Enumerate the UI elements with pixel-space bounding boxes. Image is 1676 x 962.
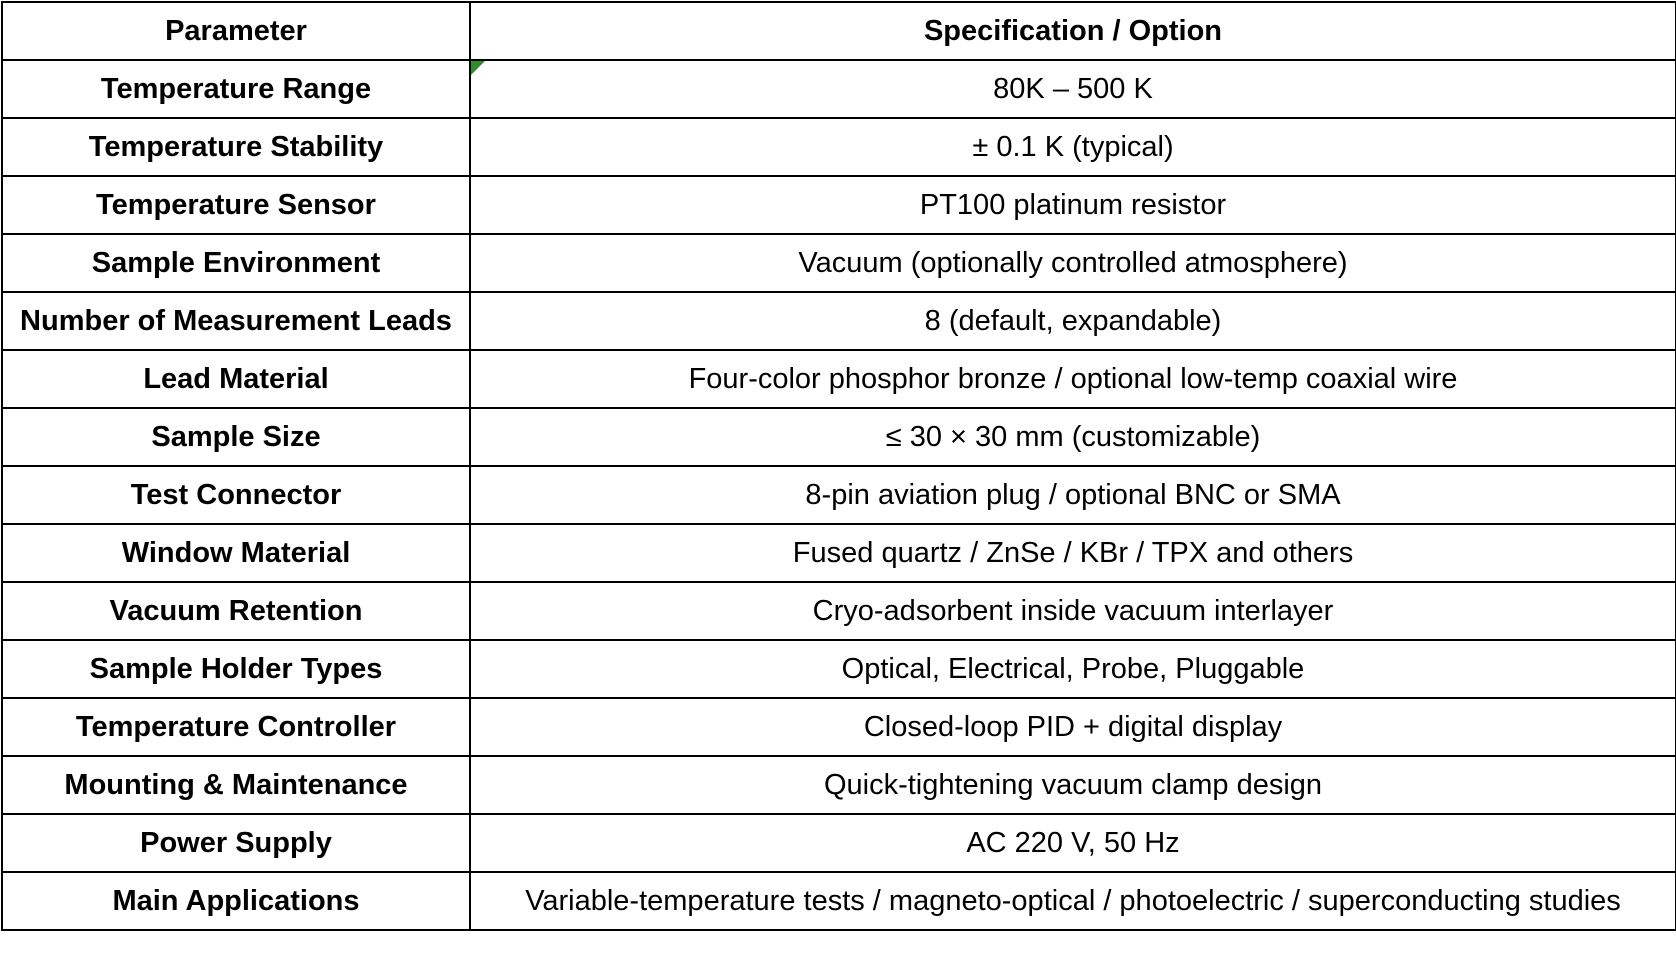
header-specification: Specification / Option	[470, 2, 1676, 60]
value-cell: Variable-temperature tests / magneto-optical / photoelectric / superconducting studies	[470, 872, 1676, 930]
parameter-cell: Temperature Range	[2, 60, 470, 118]
value-cell: AC 220 V, 50 Hz	[470, 814, 1676, 872]
table-row	[2, 176, 1676, 234]
value-cell: 8 (default, expandable)	[470, 292, 1676, 350]
value-cell: Optical, Electrical, Probe, Pluggable	[470, 640, 1676, 698]
table-row	[2, 408, 1676, 466]
parameter-cell: Sample Holder Types	[2, 640, 470, 698]
table-row	[2, 640, 1676, 698]
parameter-cell: Power Supply	[2, 814, 470, 872]
table-row	[2, 872, 1676, 930]
parameter-cell: Test Connector	[2, 466, 470, 524]
parameter-cell: Temperature Controller	[2, 698, 470, 756]
parameter-cell: Number of Measurement Leads	[2, 292, 470, 350]
cell-comment-marker	[471, 61, 485, 75]
table-row	[2, 234, 1676, 292]
value-cell: 8-pin aviation plug / optional BNC or SMA	[470, 466, 1676, 524]
table-row	[2, 698, 1676, 756]
table-row	[2, 756, 1676, 814]
value-cell: ± 0.1 K (typical)	[470, 118, 1676, 176]
parameter-cell: Temperature Stability	[2, 118, 470, 176]
parameter-cell: Vacuum Retention	[2, 582, 470, 640]
table-row	[2, 582, 1676, 640]
value-cell	[470, 60, 1676, 118]
value-cell: Cryo-adsorbent inside vacuum interlayer	[470, 582, 1676, 640]
table-row	[2, 350, 1676, 408]
parameter-cell: Sample Size	[2, 408, 470, 466]
header-parameter: Parameter	[2, 2, 470, 60]
parameter-cell: Temperature Sensor	[2, 176, 470, 234]
table-row	[2, 60, 1676, 118]
value-text: 80K – 500 K	[993, 72, 1153, 105]
value-cell: PT100 platinum resistor	[470, 176, 1676, 234]
table-row	[2, 466, 1676, 524]
value-cell: Vacuum (optionally controlled atmosphere)	[470, 234, 1676, 292]
table-row	[2, 118, 1676, 176]
value-cell: Four-color phosphor bronze / optional low-temp coaxial wire	[470, 350, 1676, 408]
table-header-row	[2, 2, 1676, 60]
value-cell: Quick-tightening vacuum clamp design	[470, 756, 1676, 814]
table-row	[2, 524, 1676, 582]
value-cell: Closed-loop PID + digital display	[470, 698, 1676, 756]
parameter-cell: Lead Material	[2, 350, 470, 408]
parameter-cell: Window Material	[2, 524, 470, 582]
value-cell: ≤ 30 × 30 mm (customizable)	[470, 408, 1676, 466]
table-row	[2, 814, 1676, 872]
parameter-cell: Mounting & Maintenance	[2, 756, 470, 814]
specification-table	[1, 1, 1676, 931]
parameter-cell: Main Applications	[2, 872, 470, 930]
table-row	[2, 292, 1676, 350]
value-cell: Fused quartz / ZnSe / KBr / TPX and others	[470, 524, 1676, 582]
parameter-cell: Sample Environment	[2, 234, 470, 292]
